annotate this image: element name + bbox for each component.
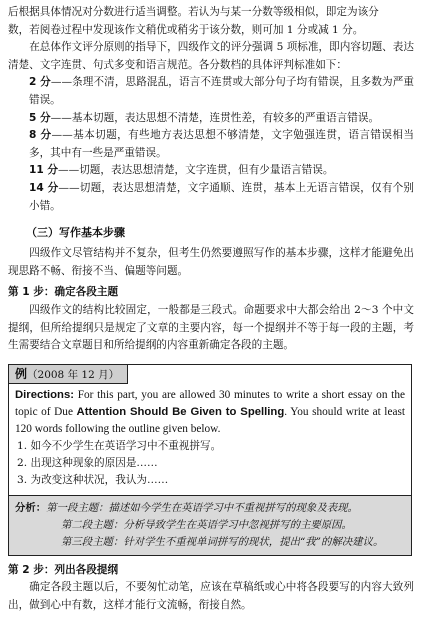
- directions-post: . You should write at least 120 words following the outline given below.: [15, 405, 406, 435]
- example-label: 例: [15, 366, 28, 381]
- intro-line-1: 后根据具体情况对分数进行适当调整。若认为与某一分数等级相似，即定为该分: [8, 6, 379, 18]
- grade-score: 5 分: [29, 111, 51, 124]
- grade-2: [8, 74, 414, 109]
- outline-item-1: 1. 如今不少学生在英语学习中不重视拼写。: [17, 439, 222, 452]
- example-tab: [9, 365, 128, 384]
- grade-11: [8, 162, 414, 180]
- grade-score: 2 分: [29, 76, 51, 89]
- step-1-text: 四级作文的结构比较固定，一般都是三段式。命题要求中大都会给出 2～3 个中文提纲，但所给提纲只是规定了文章的主要内容，每一个提纲并不等于每一段的主题，考生需要结合文章题目和所给提纲的内容重新确定各段的主题。: [8, 303, 414, 352]
- analysis-label: 分析：: [15, 501, 47, 514]
- grade-text: ——基本切题，表达思想不清楚，连贯性差，有较多的严重语言错误。: [50, 111, 380, 124]
- step-2-heading: 第 2 步：列出各段提纲: [8, 563, 119, 576]
- grade-14: [8, 180, 414, 215]
- directions-label: Directions:: [15, 388, 75, 401]
- example-header: [9, 365, 411, 383]
- analysis-line-3: 第三段主题：针对学生不重视单词拼写的现状，提出“我”的解决建议。: [61, 535, 384, 548]
- outline-item-2: 2. 出现这种现象的原因是……: [17, 456, 158, 469]
- analysis-line-1: [15, 500, 405, 517]
- section-heading: （三）写作基本步骤: [26, 226, 125, 240]
- directions-pre: For this part, you are allowed 30 minutes to write a short essay on the topic of Due: [15, 388, 405, 418]
- analysis-block: [9, 495, 411, 555]
- example-date: （2008 年 12 月）: [27, 368, 120, 381]
- grade-score: 8 分: [29, 129, 52, 142]
- analysis-line-2: 第二段主题：分析导致学生在英语学习中忽视拼写的主要原因。: [61, 518, 352, 531]
- intro-line-2: 数，若阅卷过程中发现该作文稍优或稍劣于该分数，则可加 1 分或减 1 分。: [8, 23, 364, 36]
- grade-8: [8, 127, 414, 162]
- grade-text: ——切题，表达思想清楚，文字连贯，但有少量语言错误。: [58, 164, 334, 177]
- grade-text: ——条理不清，思路混乱，语言不连贯或大部分句子均有错误，且多数为严重错误。: [29, 76, 414, 106]
- step-2-text: 确定各段主题以后，不要匆忙动笔，应该在草稿纸或心中将各段要写的内容大致列出，做到心中有数，这样才能行文流畅，衔接自然。: [8, 581, 414, 611]
- grade-text: ——切题，表达思想清楚，文字通顺、连贯，基本上无语言错误，仅有个别小错。: [29, 181, 415, 212]
- example-box: [8, 364, 412, 556]
- example-body: [9, 383, 411, 491]
- section-intro: 四级作文尽管结构并不复杂，但考生仍然要遵照写作的基本步骤，这样才能避免出现思路不畅、衔接不当、偏题等问题。: [8, 247, 414, 277]
- essay-topic: Attention Should Be Given to Spelling: [76, 405, 285, 418]
- grade-score: 11 分: [29, 164, 59, 177]
- directions-text: [15, 387, 405, 438]
- step-1-heading: 第 1 步：确定各段主题: [8, 286, 119, 299]
- grade-score: 14 分: [29, 181, 59, 194]
- grade-text: ——基本切题，有些地方表达思想不够清楚，文字勉强连贯，语言错误相当多，其中有一些是严重错误。: [29, 129, 415, 159]
- grade-5: [8, 110, 414, 128]
- criteria-paragraph: 在总体作文评分原则的指导下，四级作文的评分强调 5 项标准，即内容切题、表达清楚、文字连贯、句式多变和语言规范。各分数档的具体评判标准如下：: [8, 41, 414, 71]
- outline-item-3: 3. 为改变这种状况，我认为……: [17, 473, 169, 486]
- analysis-text: 第一段主题：描述如今学生在英语学习中不重视拼写的现象及表现。: [46, 501, 358, 514]
